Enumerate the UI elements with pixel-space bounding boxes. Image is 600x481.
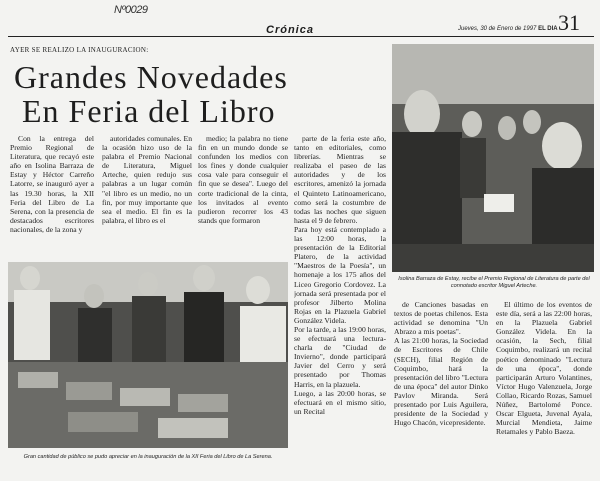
award-ceremony-image [392, 44, 594, 272]
article-column-6 [496, 300, 592, 476]
paragraph: Con la entrega del Premio Regional de Literatura, que recayó este año en Isolina Barraza de Estay y Héctor Carreño Latorre, se inauguró ayer a las 19.30 horas, la XII Feria del Libro de La Serena, con la presencia de destacados escritores nacionales, de la zona y [10, 134, 94, 234]
paragraph: medio; la palabra no tiene fin en un mundo donde se confunden los medios con los fines y donde cualquier cosa vale para conseguir el fin que se desea". Luego del corte tradicional de la cinta, los invitados al evento pudieron recorrer los 43 stands que formaron [198, 134, 288, 225]
date-text: Jueves, 30 de Enero de 1997 [458, 26, 537, 32]
headline-line-2: En Feria del Libro [22, 93, 276, 129]
paragraph: El último de los eventos de este día, será a las 22:00 horas, en la Plazuela Gabriel González Videla. En la ocasión, la Sech, filial Coquimbo, realizará un recital poético denominado "Lectura de una época", donde participarán Arturo Volantines, Víctor Hugo Valenzuela, Jorge Collao, Ricardo Rozas, Samuel Núñez, Bartolomé Ponce. Oscar Elgueta, Juvenal Ayala, Murcial Mendieta, Jaime Retamales y Pablo Baeza. [496, 300, 592, 437]
article-column-5 [394, 300, 488, 476]
article-column-1 [10, 134, 94, 262]
book-fair-crowd-photo [8, 262, 288, 448]
article-column-2 [102, 134, 192, 262]
paragraph: de Canciones basadas en textos de poetas chilenos. Esta actividad se denomina "Un Abrazo a mis poetas". A las 21:00 horas, la Sociedad de Escritores de Chile (SECH), filial Región de Coquimbo, hará la presentación del libro "Lectura de una época" del autor Dinko Pavlov Miranda. Será presentado por Luis Aguilera, presidente de la Sociedad y Hugo Chacón, vicepresidente. [394, 300, 488, 428]
headline-line-1: Grandes Novedades [14, 59, 288, 95]
handwritten-archive-number: Nº0029 [114, 4, 148, 16]
page-number: 31 [558, 10, 580, 35]
book-fair-image [8, 262, 288, 448]
dateline [458, 26, 558, 32]
paragraph: autoridades comunales. En la ocasión hizo uso de la palabra el Premio Nacional de Literatura, Miguel Arteche, quien redujo sus palabras a un lugar común "el libro es un medio, no un fin, por muy importante que sea el medio. El fin es la palabra, el libro es el [102, 134, 192, 225]
article-column-4 [294, 134, 386, 474]
kicker: AYER SE REALIZO LA INAUGURACION: [10, 46, 149, 54]
paper-name: EL DIA [538, 26, 558, 32]
article-column-3 [198, 134, 288, 262]
crowd-photo-caption: Gran cantidad de público se pudo apreciar en la inauguración de la XII Feria del Libro de La Serena. [23, 454, 273, 460]
masthead-rule [8, 36, 594, 37]
section-title: Crónica [266, 24, 314, 36]
award-ceremony-photo [392, 44, 594, 272]
award-photo-caption: Isolina Barraza de Estay, recibe el Premio Regional de Literatura de parte del connotado escritor Miguel Arteche. [398, 276, 590, 289]
paragraph: parte de la feria este año, tanto en editoriales, como librerías. Mientras se realizaba el paseo de las autoridades y de los escritores, amenizó la jornada el Quinteto Latinoamericano, como será la costumbre de todas las noches que siguen hasta el 9 de febrero. Para hoy está contemplado a las 12:00 horas, la presentación de la Editorial Platero, de la actividad "Maestros de la Poesía", un homenaje a los 175 años del Liceo Gregorio Cordovez. La jornada será presentada por el profesor Jilberto Molina Rojas en la Plazuela Gabriel González Videla. Por la tarde, a las 19:00 horas, se efectuará una lectura-charla de "Ciudad de Invierno", donde participará Javier del Cerro y será presentado por Thomas Harris, en la plazuela. Luego, a las 20:00 horas, se efectuará en el mismo sitio, un Recital [294, 134, 386, 416]
